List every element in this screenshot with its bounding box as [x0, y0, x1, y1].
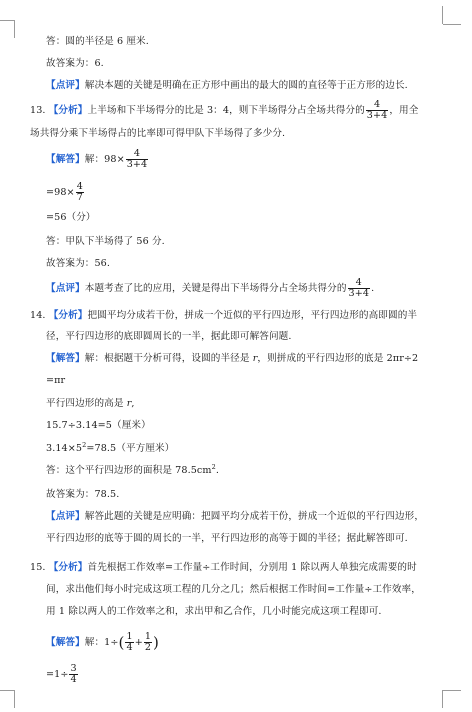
question-number: 14.: [30, 310, 46, 321]
solution-line: 【解答】解：1÷( $\frac{1}{4}$ + $\frac{1}{2}$ ): [46, 631, 159, 653]
crop-mark-bottom-right: [442, 690, 443, 708]
question-13-analysis: 13. 【分析】上半场和下半场得分的比是 3：4，则下半场得分占全场共得分的 $\frac{4}{3+4}$ ，用全: [30, 99, 419, 121]
variable-r: r: [252, 353, 258, 364]
question-number: 13.: [30, 105, 46, 116]
fraction: $\frac{4}{3+4}$: [366, 99, 388, 121]
crop-mark-bottom-left: [14, 690, 15, 708]
analysis-line: 场共得分乘下半场得占的比率即可得甲队下半场得了多少分.: [30, 128, 286, 139]
variable-r: r: [126, 398, 132, 409]
crop-mark-top-left: [0, 20, 14, 21]
crop-mark-top-right: [443, 24, 461, 25]
comment-tag: 【点评】: [46, 511, 85, 522]
analysis-line: 间，求出他们每小时完成这项工程的几分之几；然后根据工作时间=工作量÷工作效率，: [46, 584, 421, 595]
analysis-line: 径，平行四边形的底即圆周长的一半，据此即可解答问题.: [46, 331, 292, 342]
analysis-line: 用 1 除以两人的工作效率之和，求出甲和乙合作，几小时能完成这项工程即可.: [46, 606, 382, 617]
crop-mark-top-right: [442, 6, 443, 24]
fraction: $\frac{1}{2}$: [144, 631, 152, 653]
solution-line: =1÷ $\frac{3}{4}$: [46, 663, 77, 685]
solution-tag: 【解答】: [46, 637, 85, 648]
answer-line: 故答案为：6.: [46, 58, 104, 69]
crop-mark-bottom-right: [443, 690, 461, 691]
fraction: $\frac{1}{4}$: [126, 631, 133, 653]
question-15-analysis: 15. 【分析】首先根据工作效率=工作量÷工作时间，分别用 1 除以两人单独完成需要的时: [30, 562, 417, 573]
solution-line: $3.14\times 5^2=78.5$（平方厘米）: [46, 441, 175, 454]
question-number: 15.: [30, 562, 46, 573]
comment-tag: 【点评】: [46, 283, 85, 294]
comment-line: 【点评】本题考查了比的应用，关键是得出下半场得分占全场共得分的 $\frac{4}{3+4}$ .: [46, 277, 375, 299]
solution-line: 【解答】解：根据题干分析可得，设圆的半径是 r，则拼成的平行四边形的底是 2πr÷2: [46, 353, 419, 364]
fraction: $\frac{4}{3+4}$: [126, 148, 148, 170]
analysis-tag: 【分析】: [48, 562, 88, 573]
crop-mark-bottom-left: [0, 690, 14, 691]
comment-tag: 【点评】: [46, 80, 85, 91]
fraction: $\frac{4}{7}$: [76, 181, 83, 203]
answer-line: 故答案为：78.5.: [46, 489, 120, 500]
comment-line: 【点评】解答此题的关键是应明确：把圆平均分成若干份，拼成一个近似的平行四边形，: [46, 511, 425, 522]
solution-line: 【解答】解：98× $\frac{4}{3+4}$: [46, 148, 148, 170]
answer-line: 答：甲队下半场得了 56 分.: [46, 236, 165, 247]
solution-line: =98× $\frac{4}{7}$: [46, 181, 83, 203]
fraction: $\frac{3}{4}$: [70, 663, 77, 685]
analysis-tag: 【分析】: [48, 105, 88, 116]
comment-line: 平行四边形的底等于圆的周长的一半，平行四边形的高等于圆的半径；据此解答即可.: [46, 533, 408, 544]
answer-line: 答：圆的半径是 6 厘米.: [46, 36, 149, 47]
solution-line: 15.7÷3.14=5（厘米）: [46, 420, 151, 431]
solution-tag: 【解答】: [46, 154, 85, 165]
fraction: $\frac{4}{3+4}$: [348, 277, 370, 299]
comment-line: 【点评】解决本题的关键是明确在正方形中画出的最大的圆的直径等于正方形的边长.: [46, 80, 408, 91]
question-14-analysis: 14. 【分析】把圆平均分成若干份，拼成一个近似的平行四边形，平行四边形的高即圆的半: [30, 310, 418, 321]
answer-line: 故答案为：56.: [46, 258, 111, 269]
answer-line: 答：这个平行四边形的面积是 $78.5cm^2$.: [46, 463, 220, 476]
solution-line: =56（分）: [46, 212, 96, 223]
solution-line: =πr: [46, 375, 66, 386]
solution-tag: 【解答】: [46, 353, 85, 364]
analysis-tag: 【分析】: [48, 310, 88, 321]
solution-line: 平行四边形的高是 r,: [46, 398, 135, 409]
crop-mark-top-left: [14, 20, 15, 38]
